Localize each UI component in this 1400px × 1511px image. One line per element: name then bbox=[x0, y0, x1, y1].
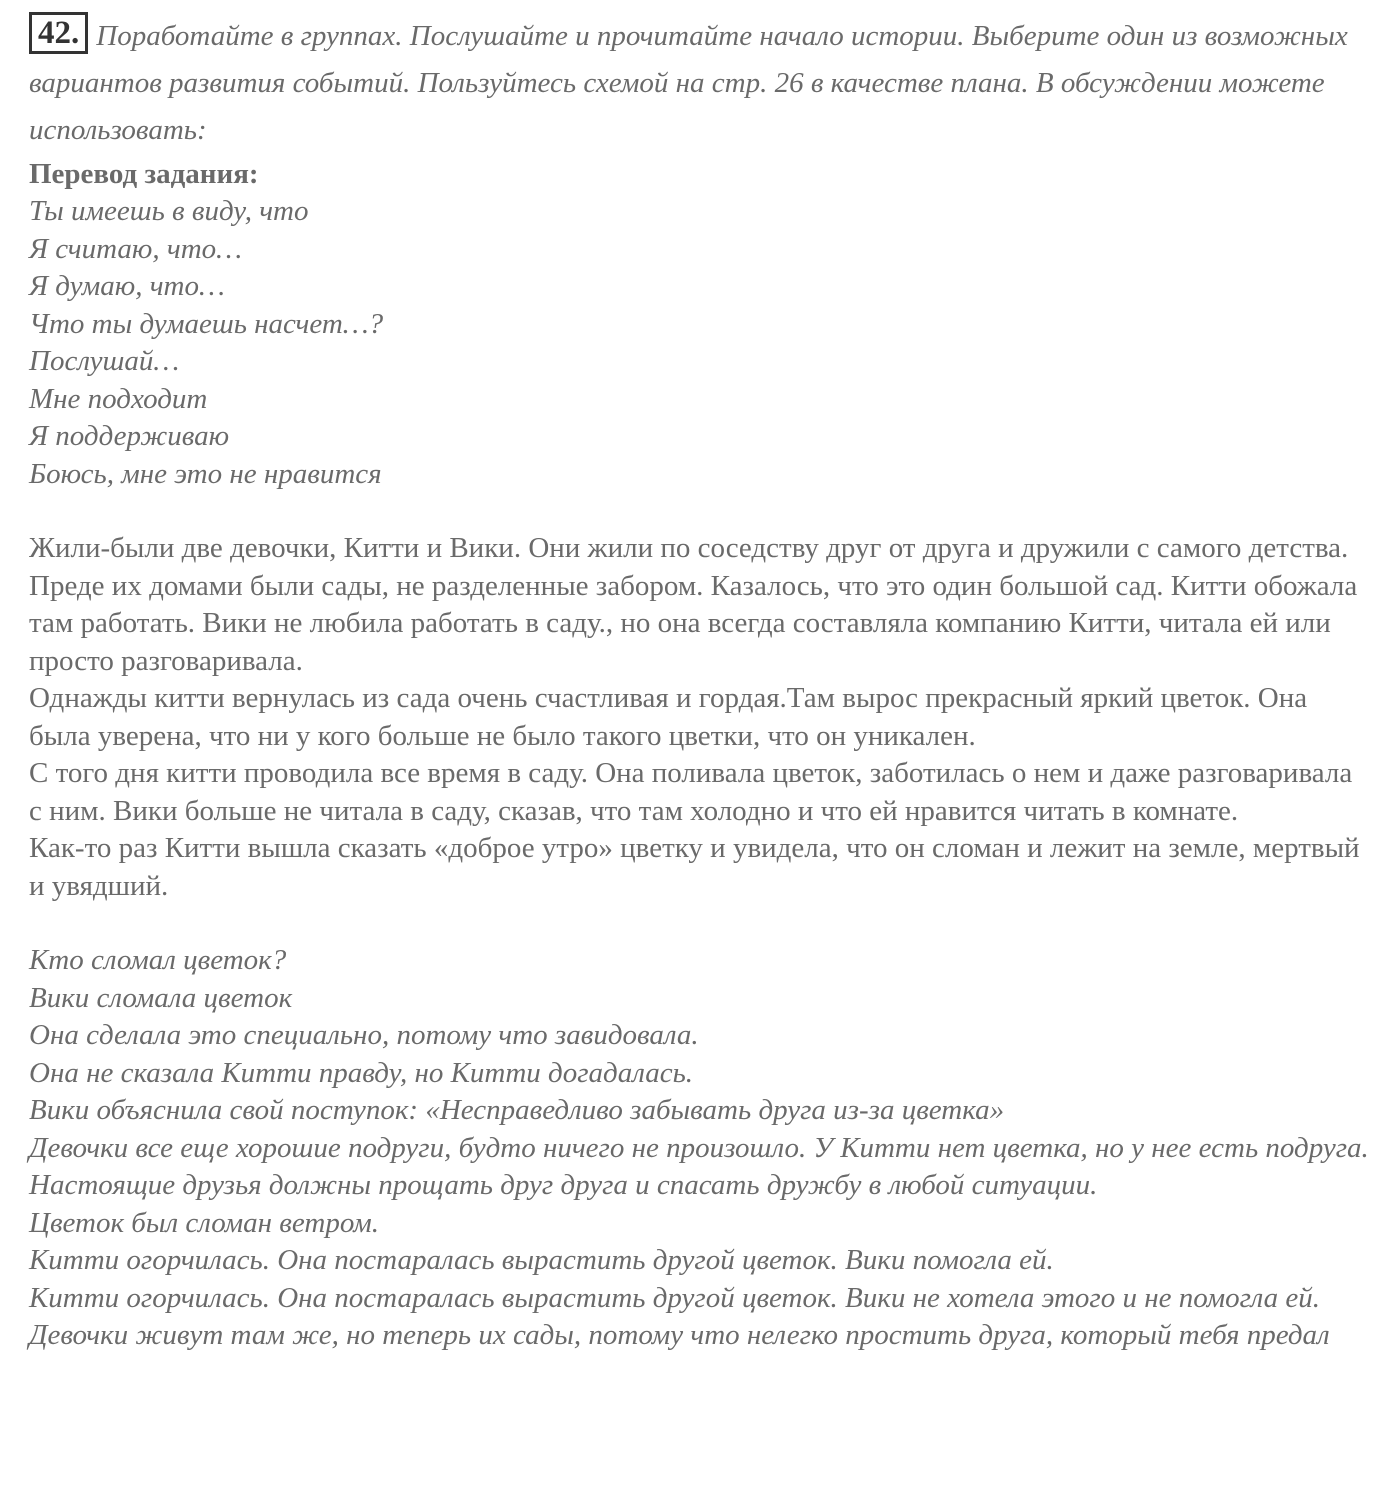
task-instruction: Поработайте в группах. Послушайте и прочитайте начало истории. Выберите один из возможных вариантов развития событий. Пользуйтесь схемой на стр. 26 в качестве плана. В обсуждении можете использовать: bbox=[29, 20, 1348, 146]
story-paragraph: С того дня китти проводила все время в саду. Она поливала цветок, заботилась о нем и даже разговаривала с ним. Вики больше не читала в саду, сказав, что там холодно и что ей нравится читать в комнате. bbox=[29, 757, 1353, 827]
phrase-item: Что ты думаешь насчет…? bbox=[29, 307, 384, 340]
page bbox=[29, 12, 1369, 1355]
phrase-item: Боюсь, мне это не нравится bbox=[29, 457, 382, 490]
phrase-item: Послушай… bbox=[29, 345, 180, 377]
option-line: Китти огорчилась. Она постаралась вырастить другой цветок. Вики не хотела этого и не помогла ей. bbox=[29, 1281, 1320, 1314]
option-line: Кто сломал цветок? bbox=[29, 944, 287, 976]
option-line: Девочки все еще хорошие подруги, будто ничего не произошло. У Китти нет цветка, но у нее есть подруга. Настоящие друзья должны прощать друг друга и спасать дружбу в любой ситуации. bbox=[29, 1131, 1369, 1201]
task-header bbox=[29, 12, 1369, 154]
option-line: Цветок был сломан ветром. bbox=[29, 1206, 379, 1239]
phrase-item: Я поддерживаю bbox=[29, 420, 230, 452]
story-paragraph: Как-то раз Китти вышла сказать «доброе утро» цветку и увидела, что он сломан и лежит на земле, мертвый и увядший. bbox=[29, 832, 1360, 902]
option-line: Она сделала это специально, потому что завидовала. bbox=[29, 1019, 699, 1051]
phrase-item: Ты имеешь в виду, что bbox=[29, 195, 309, 227]
option-line: Китти огорчилась. Она постаралась вырастить другой цветок. Вики помогла ей. bbox=[29, 1244, 1054, 1276]
story-paragraph: Однажды китти вернулась из сада очень счастливая и гордая.Там вырос прекрасный яркий цветок. Она была уверена, что ни у кого больше не было такого цветки, что он уникален. bbox=[29, 682, 1308, 752]
option-line: Вики объяснила свой поступок: «Несправедливо забывать друга из-за цветка» bbox=[29, 1094, 1005, 1126]
phrase-item: Я считаю, что… bbox=[29, 232, 242, 265]
story-text bbox=[29, 530, 1369, 905]
phrase-item: Мне подходит bbox=[29, 382, 208, 415]
task-number: 42. bbox=[29, 12, 88, 54]
option-line: Девочки живут там же, но теперь их сады, потому что нелегко простить друга, который тебя предал bbox=[29, 1319, 1330, 1351]
story-paragraph: Жили-были две девочки, Китти и Вики. Они жили по соседству друг от друга и дружили с самого детства. Преде их домами были сады, не разделенные забором. Казалось, что это один большой сад. Китти обожала там работать. Вики не любила работать в саду., но она всегда составляла компанию Китти, читала ей или просто разговаривала. bbox=[29, 532, 1358, 677]
phrase-list bbox=[29, 193, 1369, 493]
translation-title: Перевод задания: bbox=[29, 158, 259, 190]
story-options bbox=[29, 942, 1369, 1355]
option-line: Она не сказала Китти правду, но Китти догадалась. bbox=[29, 1056, 694, 1089]
option-line: Вики сломала цветок bbox=[29, 981, 293, 1014]
phrase-item: Я думаю, что… bbox=[29, 270, 225, 302]
